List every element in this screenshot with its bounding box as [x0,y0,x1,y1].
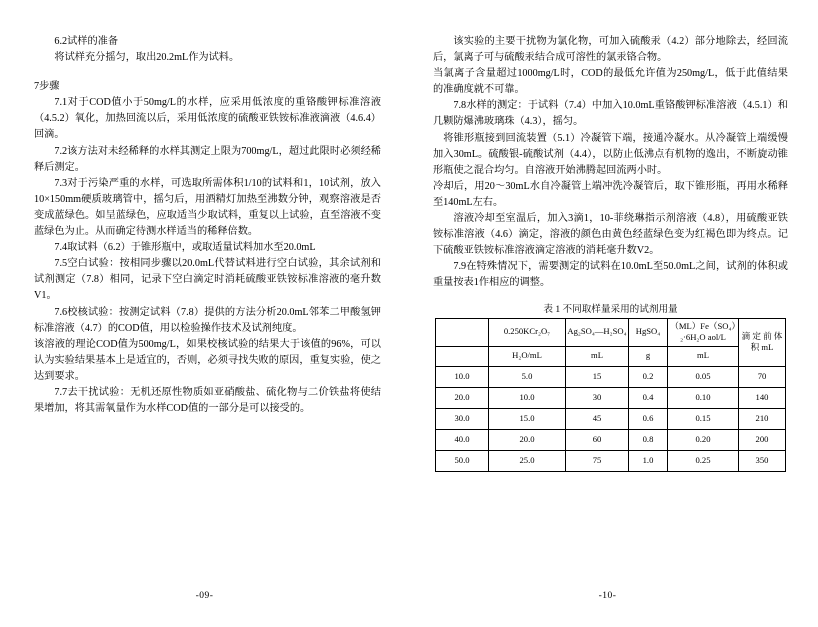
table-cell: 0.10 [668,387,739,408]
table-cell: 75 [566,450,629,471]
table-cell: 0.05 [668,366,739,387]
paragraph: 7.4取试料（6.2）于锥形瓶中，或取适量试料加水至20.0mL [54,242,316,254]
table-row [436,366,786,387]
paragraph: 7.8水样的测定：于试料（7.4）中加入10.0mL重铬酸钾标准溶液（4.5.1）和几颗防爆沸玻璃珠（4.3），摇匀。 [433,100,788,128]
paragraph: 7.6校核试验：按测定试料（7.8）提供的方法分析20.0mL邻苯二甲酸氢钾标准溶液（4.7）的COD值，用以检验操作技术及试剂纯度。 [34,306,381,334]
table-header [436,318,786,366]
table-cell: 10.0 [436,366,489,387]
column-subheader: mL [668,346,739,366]
column-subheader: g [629,346,668,366]
reagent-dosage-table [435,318,786,472]
column-header [436,318,489,346]
paragraph-spacer [34,66,381,79]
paragraph: 将试样充分摇匀，取出20.2mL作为试料。 [54,52,240,64]
table-row [436,450,786,471]
paragraph: 当氯离子含量超过1000mg/L时，COD的最低允许值为250mg/L，低于此值结果的准确度就不可靠。 [433,68,788,96]
table-row [436,387,786,408]
table-body [436,366,786,471]
column-subheader: H₂O/mL [489,346,566,366]
table-header-row-2 [436,346,786,366]
table-cell: 20.0 [436,387,489,408]
table-row [436,408,786,429]
page-number: -10- [598,591,617,601]
table-cell: 25.0 [489,450,566,471]
paragraph: 6.2试样的准备 [54,36,119,47]
paragraph: 7.5空白试验：按相同步骤以20.0mL代替试料进行空白试验，其余试剂和试剂测定（7.8）相同，记录下空白滴定时消耗硫酸亚铁铵标准溶液的毫升数V1。 [34,258,381,302]
table-cell: 0.20 [668,429,739,450]
table-cell: 0.4 [629,387,668,408]
column-header: HgSO₄ [629,318,668,346]
table-cell: 200 [739,429,786,450]
table-header-row-1 [436,318,786,346]
paragraph: 7.1对于COD值小于50mg/L的水样，应采用低浓度的重铬酸钾标准溶液（4.5.2）氧化，加热回流以后，采用低浓度的硫酸亚铁铵标准液滴液（4.6.4）回滴。 [34,97,381,141]
table-cell: 350 [739,450,786,471]
page-number: -09- [195,591,214,601]
table-cell: 5.0 [489,366,566,387]
table-caption: 表 1 不同取样量采用的试剂用量 [543,303,678,315]
table-cell: 10.0 [489,387,566,408]
table-cell: 0.2 [629,366,668,387]
column-header: 0.250KCr₂O₇ [489,318,566,346]
table-cell: 140 [739,387,786,408]
table-cell: 15.0 [489,408,566,429]
column-subheader [436,346,489,366]
paragraph: 7.3对于污染严重的水样，可选取所需体积1/10的试料和1，10试剂，放入10×150mm硬质玻璃管中，摇匀后，用酒精灯加热至沸数分钟，观察溶液是否变成蓝绿色。如呈蓝绿色，应取适当少取试料，重复以上试验，直至溶液不变蓝绿色为止。从而确定待测水样适当的稀释倍数。 [34,177,381,238]
column-header: （ML）Fe（SO₄）₂·6H₂O aol/L [668,318,739,346]
section-heading: 7步骤 [34,81,60,93]
column-subheader: mL [566,346,629,366]
paragraph: 该溶液的理论COD值为500mg/L，如果校核试验的结果大于该值的96%，可以认为实验结果基本上是适宜的，否则，必须寻找失败的原因，重复实验，使之达到要求。 [34,338,381,382]
paragraph: 7.7去干扰试验：无机还原性物质如亚硝酸盐、硫化物与二价铁盐将使结果增加，将其需氧量作为水样COD值的一部分是可以接受的。 [34,386,381,415]
paragraph: 溶液冷却至室温后，加入3滴1，10-菲绕琳指示剂溶液（4.8），用硫酸亚铁铵标准溶液（4.6）滴定，溶液的颜色由黄色经蓝绿色变为红褐色即为终点。记下硫酸亚铁铵标准溶液滴定溶液的消耗毫升数V2。 [433,213,788,257]
table-cell: 20.0 [489,429,566,450]
table-cell: 70 [739,366,786,387]
table-cell: 0.6 [629,408,668,429]
table-cell: 1.0 [629,450,668,471]
table-cell: 40.0 [436,429,489,450]
table-cell: 15 [566,366,629,387]
table-cell: 0.15 [668,408,739,429]
paragraph: 该实验的主要干扰物为氯化物，可加入硫酸汞（4.2）部分地除去，经回流后，氯离子可与硫酸汞结合成可溶性的氯汞铬合物。 [433,36,788,64]
table-cell: 60 [566,429,629,450]
table-cell: 30.0 [436,408,489,429]
table-row [436,429,786,450]
table-cell: 0.8 [629,429,668,450]
table-cell: 0.25 [668,450,739,471]
table-cell: 210 [739,408,786,429]
paragraph: 冷却后，用20～30mL水自冷凝管上端冲洗冷凝管后，取下锥形瓶，再用水稀释至140mL左右。 [433,180,788,208]
paragraph: 7.9在特殊情况下，需要测定的试料在10.0mL至50.0mL之间，试剂的体积或重量按表1作相应的调整。 [433,261,788,289]
column-header: 滴 定 前 体积 mL [739,318,786,366]
table-cell: 45 [566,408,629,429]
paragraph: 将锥形瓶接到回流装置（5.1）冷凝管下端，接通冷凝水。从冷凝管上端缓慢加入30mL。硫酸银-硫酸试剂（4.4），以防止低沸点有机物的逸出，不断旋动锥形瓶使之混合均匀。自溶液开始沸腾起回流两小时。 [433,132,788,176]
table-cell: 50.0 [436,450,489,471]
paragraph: 7.2该方法对未经稀释的水样其测定上限为700mg/L，超过此限时必须经稀释后测定。 [34,145,381,173]
column-header: Ag₂SO₄—H₂SO₄ [566,318,629,346]
table-cell: 30 [566,387,629,408]
right-column [409,0,818,627]
